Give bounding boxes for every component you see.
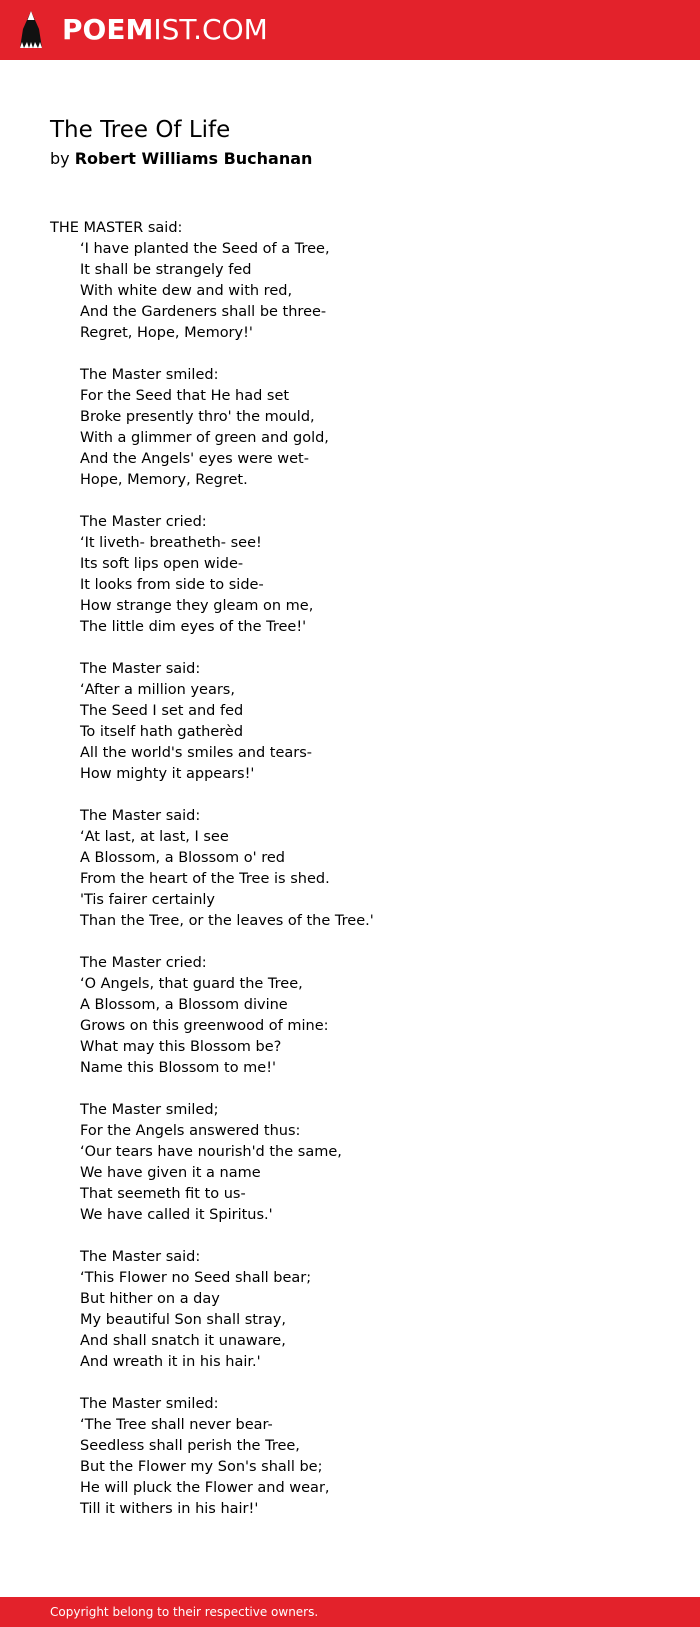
poem-title: The Tree Of Life [50, 117, 231, 143]
stanza-break [50, 344, 650, 365]
poem-line: The Seed I set and fed [80, 703, 244, 719]
by-label: by [50, 149, 70, 168]
poem-line: For the Seed that He had set [80, 388, 290, 404]
poem-line: A Blossom, a Blossom o' red [80, 850, 285, 866]
poem-line: The Master cried: [80, 514, 207, 530]
stanza-break [50, 785, 650, 806]
stanza-break [50, 491, 650, 512]
stanza-break [50, 1079, 650, 1100]
poem-line: ‘At last, at last, I see [80, 829, 229, 845]
poem-line: How strange they gleam on me, [80, 598, 314, 614]
pencil-tip-icon[interactable] [18, 10, 44, 51]
poem-line: The Master said: [80, 808, 201, 824]
poem-line: Grows on this greenwood of mine: [80, 1018, 329, 1034]
brand-light: IST.COM [153, 13, 268, 46]
poem-line: Than the Tree, or the leaves of the Tree.' [80, 913, 374, 929]
poem-line: We have given it a name [80, 1165, 261, 1181]
copyright-text: Copyright belong to their respective owners. [50, 1605, 319, 1619]
poem-line: Seedless shall perish the Tree, [80, 1438, 300, 1454]
poem-line: The Master said: [80, 1249, 201, 1265]
poem-line: We have called it Spiritus.' [80, 1207, 273, 1223]
poem-line: The Master said: [80, 661, 201, 677]
poem-line: With a glimmer of green and gold, [80, 430, 329, 446]
stanza-break [50, 1373, 650, 1394]
site-header [0, 0, 700, 60]
poem-line: He will pluck the Flower and wear, [80, 1480, 330, 1496]
poem-line: 'Tis fairer certainly [80, 892, 215, 908]
site-logo[interactable] [62, 12, 268, 48]
poem-line: ‘I have planted the Seed of a Tree, [80, 241, 330, 257]
stanza-break [50, 1226, 650, 1247]
poem-line: It looks from side to side- [80, 577, 264, 593]
poem-line: Name this Blossom to me!' [80, 1060, 277, 1076]
poem-line: All the world's smiles and tears- [80, 745, 313, 761]
stanza-break [50, 932, 650, 953]
poem-line: The Master smiled: [80, 367, 219, 383]
poem-line: And the Angels' eyes were wet- [80, 451, 309, 467]
poem-line: Till it withers in his hair!' [80, 1501, 259, 1517]
poem-line: ‘After a million years, [80, 682, 235, 698]
poem-line: The little dim eyes of the Tree!' [80, 619, 307, 635]
poem-line: Hope, Memory, Regret. [80, 472, 248, 488]
poem-line: Broke presently thro' the mould, [80, 409, 315, 425]
poem-line: And shall snatch it unaware, [80, 1333, 286, 1349]
poem-line: ‘Our tears have nourish'd the same, [80, 1144, 342, 1160]
poem-line: To itself hath gatherèd [80, 724, 244, 740]
poem-line: But hither on a day [80, 1291, 220, 1307]
poem-line: ‘It liveth- breatheth- see! [80, 535, 262, 551]
poem-line: For the Angels answered thus: [80, 1123, 301, 1139]
brand-bold: POEM [62, 13, 154, 46]
poem-line: That seemeth fit to us- [80, 1186, 246, 1202]
poem-line: My beautiful Son shall stray, [80, 1312, 286, 1328]
poem-line: But the Flower my Son's shall be; [80, 1459, 323, 1475]
poem-line: It shall be strangely fed [80, 262, 252, 278]
poem-line: ‘The Tree shall never bear- [80, 1417, 273, 1433]
site-footer [0, 1597, 700, 1627]
poem-line: With white dew and with red, [80, 283, 293, 299]
poem-body [50, 218, 650, 1520]
poem-line: And the Gardeners shall be three- [80, 304, 327, 320]
poem-line: The Master smiled: [80, 1396, 219, 1412]
poem-line: A Blossom, a Blossom divine [80, 997, 288, 1013]
author-name: Robert Williams Buchanan [74, 149, 313, 168]
poem-line: Regret, Hope, Memory!' [80, 325, 253, 341]
stanza-break [50, 638, 650, 659]
poem-line: From the heart of the Tree is shed. [80, 871, 330, 887]
poem-line: THE MASTER said: [50, 220, 183, 236]
poem-line: ‘This Flower no Seed shall bear; [80, 1270, 312, 1286]
poem-line: The Master smiled; [80, 1102, 219, 1118]
poem-line: Its soft lips open wide- [80, 556, 244, 572]
poem-line: And wreath it in his hair.' [80, 1354, 261, 1370]
byline [50, 148, 312, 170]
poem-line: ‘O Angels, that guard the Tree, [80, 976, 303, 992]
poem-line: How mighty it appears!' [80, 766, 255, 782]
poem-line: What may this Blossom be? [80, 1039, 282, 1055]
poem-line: The Master cried: [80, 955, 207, 971]
